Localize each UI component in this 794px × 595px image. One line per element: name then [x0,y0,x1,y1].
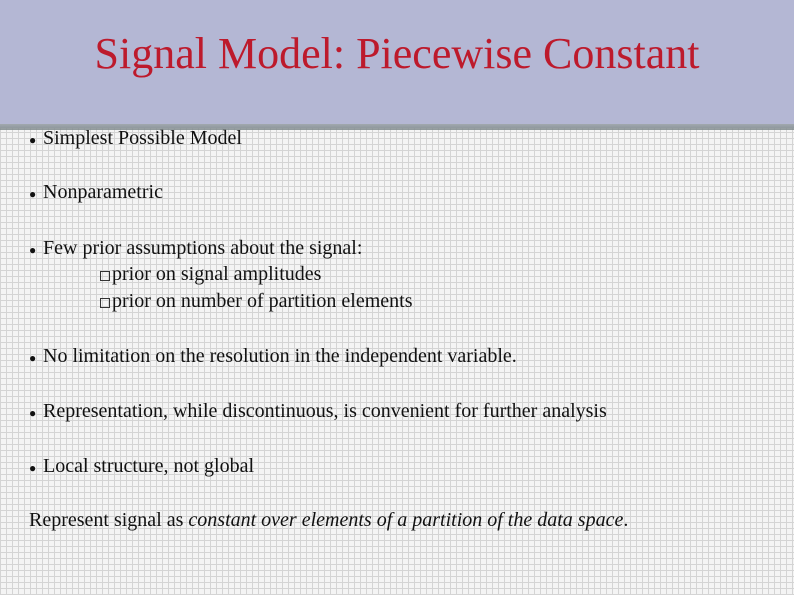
bullet-item [29,399,607,425]
sub-bullet-item [100,289,412,313]
bullet-item [29,180,163,206]
bullet-item [29,126,242,152]
bullet-item [29,236,362,262]
bullet-text: Few prior assumptions about the signal: [43,237,363,259]
bullet-dot-icon: ● [29,187,37,201]
bullet-text: Representation, while discontinuous, is convenient for further analysis [43,400,607,422]
bullet-dot-icon: ● [29,461,37,475]
square-bullet-icon [100,271,110,281]
bullet-item [29,344,517,370]
bullet-dot-icon: ● [29,243,37,257]
bullet-text: Nonparametric [43,181,163,203]
bullet-dot-icon: ● [29,351,37,365]
sub-bullet-text: prior on signal amplitudes [112,263,322,285]
summary-prefix: Represent signal as [29,509,189,531]
bullet-text: Local structure, not global [43,455,255,477]
square-bullet-icon [100,298,110,308]
sub-bullet-text: prior on number of partition elements [112,290,413,312]
summary-line [29,508,628,532]
bullet-dot-icon: ● [29,406,37,420]
slide-title: Signal Model: Piecewise Constant [94,29,700,78]
bullet-dot-icon: ● [29,133,37,147]
bullet-item [29,454,254,480]
sub-bullet-item [100,262,321,286]
bullet-text: Simplest Possible Model [43,127,242,149]
bullet-text: No limitation on the resolution in the independent variable. [43,345,517,367]
summary-emphasis: constant over elements of a partition of the data space [188,509,624,531]
summary-suffix: . [623,509,629,531]
